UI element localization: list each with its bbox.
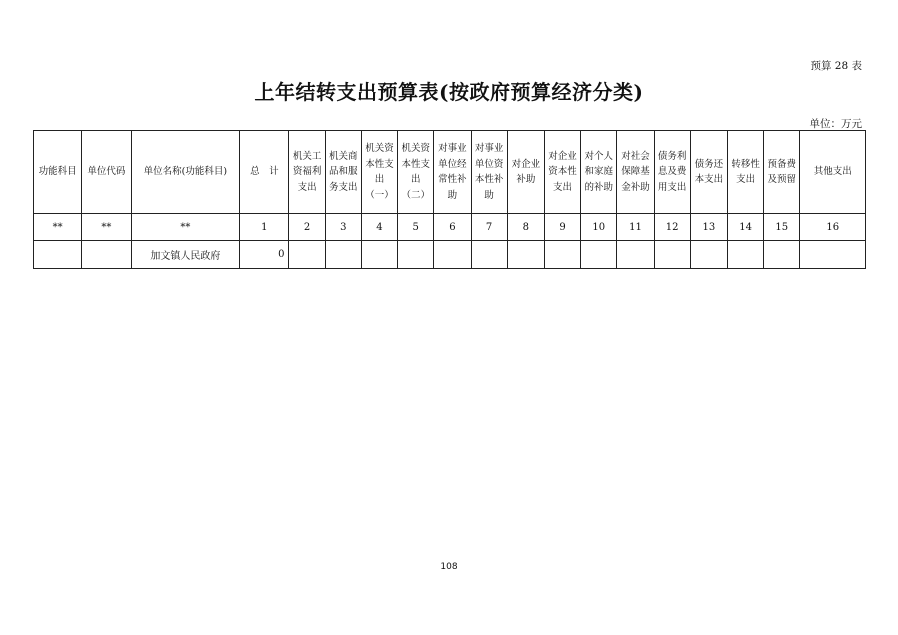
table-cell (617, 241, 654, 269)
unit-name-cell: 加文镇人民政府 (131, 241, 240, 269)
column-header: 对个人和家庭的补助 (581, 131, 617, 214)
column-header: 单位代码 (82, 131, 131, 214)
table-cell (361, 241, 397, 269)
table-cell (764, 241, 800, 269)
column-header: 对事业单位资本性补助 (471, 131, 507, 214)
index-cell: 16 (800, 214, 866, 241)
table-cell (507, 241, 544, 269)
index-cell: 13 (690, 214, 727, 241)
table-row (34, 241, 866, 269)
table-number: 预算 28 表 (810, 60, 862, 72)
index-cell: 7 (471, 214, 507, 241)
index-cell: ** (82, 214, 131, 241)
index-cell: 11 (617, 214, 654, 241)
table-header-row (34, 131, 866, 214)
total-cell: 0 (240, 241, 289, 269)
index-cell: 6 (434, 214, 471, 241)
table-cell (544, 241, 580, 269)
unit-label: 单位：万元 (809, 118, 862, 130)
column-header: 对企业补助 (507, 131, 544, 214)
table-cell (471, 241, 507, 269)
page-title: 上年结转支出预算表(按政府预算经济分类) (254, 80, 644, 104)
table-cell (654, 241, 690, 269)
column-header: 机关商品和服务支出 (325, 131, 361, 214)
column-header: 对事业单位经常性补助 (434, 131, 471, 214)
column-header: 其他支出 (800, 131, 866, 214)
column-header: 总 计 (240, 131, 289, 214)
index-cell: 12 (654, 214, 690, 241)
column-header: 债务还本支出 (690, 131, 727, 214)
table-cell (727, 241, 763, 269)
index-cell: 5 (398, 214, 434, 241)
index-cell: 1 (240, 214, 289, 241)
index-cell: ** (34, 214, 82, 241)
table-cell (289, 241, 325, 269)
index-cell: 10 (581, 214, 617, 241)
page-number: 108 (440, 562, 458, 572)
index-cell: ** (131, 214, 240, 241)
column-header: 功能科目 (34, 131, 82, 214)
table-cell (690, 241, 727, 269)
column-header: 机关工资福利支出 (289, 131, 325, 214)
index-cell: 3 (325, 214, 361, 241)
table-cell (398, 241, 434, 269)
index-cell: 9 (544, 214, 580, 241)
index-cell: 2 (289, 214, 325, 241)
table-cell (82, 241, 131, 269)
table-cell (581, 241, 617, 269)
column-header: 预备费及预留 (764, 131, 800, 214)
column-header: 转移性支出 (727, 131, 763, 214)
column-header: 对社会保障基金补助 (617, 131, 654, 214)
table-cell (800, 241, 866, 269)
index-cell: 15 (764, 214, 800, 241)
index-cell: 8 (507, 214, 544, 241)
column-header: 单位名称(功能科目) (131, 131, 240, 214)
column-header: 债务利息及费用支出 (654, 131, 690, 214)
budget-table (33, 130, 866, 269)
table-cell (325, 241, 361, 269)
column-index-row (34, 214, 866, 241)
table-cell (434, 241, 471, 269)
index-cell: 14 (727, 214, 763, 241)
column-header: 对企业资本性支出 (544, 131, 580, 214)
table-cell (34, 241, 82, 269)
column-header: 机关资本性支出（一） (361, 131, 397, 214)
index-cell: 4 (361, 214, 397, 241)
column-header: 机关资本性支出（二） (398, 131, 434, 214)
